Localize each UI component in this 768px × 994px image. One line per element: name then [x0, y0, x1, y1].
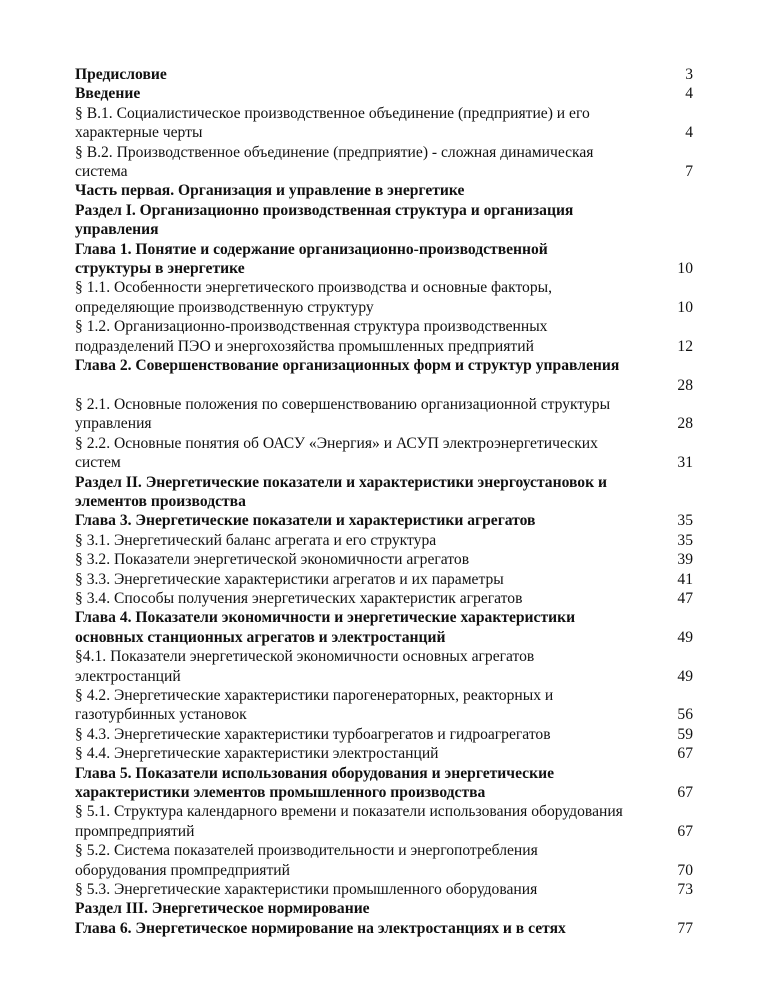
toc-entry-page-number: 56 [677, 706, 693, 724]
toc-entry [75, 84, 715, 103]
toc-entry [75, 686, 715, 725]
toc-entry [75, 278, 715, 317]
table-of-contents [75, 65, 715, 938]
toc-entry-page-number: 41 [677, 570, 693, 588]
toc-entry-title: Глава 4. Показатели экономичности и энергетические характеристики основных станционных агрегатов и электростанций [75, 609, 576, 646]
toc-entry-title: Введение [75, 85, 141, 103]
toc-entry [75, 511, 715, 530]
toc-entry-page-number: 31 [677, 454, 693, 472]
toc-entry-title: § 3.1. Энергетический баланс агрегата и его структура [75, 531, 437, 549]
toc-entry-page-number: 70 [677, 861, 693, 879]
toc-entry-page-number: 10 [677, 260, 693, 278]
toc-entry-title: Предисловие [75, 66, 167, 83]
toc-entry-page-number: 67 [677, 745, 693, 763]
toc-entry-page-number: 39 [677, 551, 693, 569]
toc-entry [75, 570, 715, 589]
toc-entry [75, 240, 715, 279]
toc-entry [75, 531, 715, 550]
toc-entry-title: § 1.1. Особенности энергетического производства и основные факторы, определяющие производственную структуру [75, 279, 553, 316]
toc-entry [75, 899, 715, 918]
toc-entry [75, 802, 715, 841]
toc-entry-title: § 3.3. Энергетические характеристики агрегатов и их параметры [75, 570, 504, 588]
toc-entry-title: § 5.2. Система показателей производительности и энергопотребления оборудования промпредприятий [75, 842, 538, 879]
toc-entry [75, 725, 715, 744]
toc-entry-page-number: 47 [677, 589, 693, 607]
toc-entry [75, 143, 715, 182]
toc-entry-title: Глава 5. Показатели использования оборудования и энергетические характеристики элементов промышленного производства [75, 764, 554, 802]
toc-entry-title: Глава 1. Понятие и содержание организационно-производственной структуры в энергетике [75, 240, 548, 278]
toc-entry-title: § 5.1. Структура календарного времени и показатели использования оборудования промпредприятий [75, 803, 623, 840]
toc-entry-title: § 3.4. Способы получения энергетических характеристик агрегатов [75, 589, 523, 607]
toc-entry-title: Часть первая. Организация и управление в энергетике [75, 182, 465, 200]
toc-entry-page-number: 7 [685, 163, 693, 181]
toc-entry-title: Глава 2. Совершенствование организационных форм и структур управления [75, 357, 620, 375]
toc-entry-page-number: 4 [685, 85, 693, 103]
toc-entry-title: § В.1. Социалистическое производственное объединение (предприятие) и его характерные черты [75, 104, 590, 142]
toc-entry-page-number: 77 [677, 919, 693, 937]
toc-entry-title: § 4.2. Энергетические характеристики парогенераторных, реакторных и газотурбинных установок [75, 687, 554, 724]
toc-entry-title: Раздел I. Организационно производственная структура и организация управления [75, 201, 574, 239]
toc-entry-page-number: 67 [677, 822, 693, 840]
toc-entry [75, 395, 715, 434]
toc-entry-title: § 3.2. Показатели энергетической экономичности агрегатов [75, 551, 470, 569]
toc-entry-title: § В.2. Производственное объединение (предприятие) - сложная динамическая система [75, 143, 594, 181]
toc-entry-title: § 4.4. Энергетические характеристики электростанций [75, 745, 439, 763]
toc-entry [75, 434, 715, 473]
toc-entry [75, 550, 715, 569]
toc-entry-title: § 1.2. Организационно-производственная структура производственных подразделений ПЭО и энергохозяйства промышленных предприятий [75, 318, 548, 355]
toc-entry-title: § 5.3. Энергетические характеристики промышленного оборудования [75, 881, 538, 899]
toc-entry [75, 608, 715, 647]
toc-entry [75, 201, 715, 240]
toc-entry-page-number: 35 [677, 531, 693, 549]
toc-entry [75, 919, 715, 938]
toc-entry-title: Раздел III. Энергетическое нормирование [75, 900, 370, 918]
toc-entry-page-number: 12 [677, 337, 693, 355]
toc-entry-title: Раздел II. Энергетические показатели и характеристики энергоустановок и элементов производства [75, 473, 607, 510]
toc-entry-page-number: 49 [677, 628, 693, 646]
toc-entry [75, 764, 715, 803]
toc-entry [75, 356, 715, 395]
toc-entry-title: §4.1. Показатели энергетической экономичности основных агрегатов электростанций [75, 648, 535, 685]
toc-entry [75, 744, 715, 763]
toc-entry [75, 647, 715, 686]
toc-entry [75, 317, 715, 356]
toc-entry-title: § 4.3. Энергетические характеристики турбоагрегатов и гидроагрегатов [75, 725, 551, 743]
toc-entry-page-number: 49 [677, 667, 693, 685]
toc-entry-page-number: 73 [677, 881, 693, 899]
toc-entry-page-number: 59 [677, 725, 693, 743]
toc-entry-page-number: 10 [677, 298, 693, 316]
toc-entry [75, 65, 715, 84]
toc-entry-page-number: 3 [685, 66, 693, 83]
toc-entry-title: Глава 3. Энергетические показатели и характеристики агрегатов [75, 512, 536, 530]
toc-entry-page-number: 28 [677, 415, 693, 433]
toc-entry-page-number: 4 [685, 124, 693, 142]
toc-entry [75, 880, 715, 899]
toc-entry-title: § 2.2. Основные понятия об ОАСУ «Энергия» и АСУП электроэнергетических систем [75, 434, 598, 472]
toc-entry-page-number: 28 [677, 376, 693, 394]
toc-entry-title: Глава 6. Энергетическое нормирование на электростанциях и в сетях [75, 919, 566, 937]
toc-entry-title: § 2.1. Основные положения по совершенствованию организационной структуры управления [75, 395, 611, 433]
toc-entry [75, 181, 715, 200]
toc-entry [75, 589, 715, 608]
toc-entry-page-number: 35 [677, 512, 693, 530]
toc-entry [75, 473, 715, 512]
toc-entry [75, 104, 715, 143]
toc-entry [75, 841, 715, 880]
toc-entry-page-number: 67 [677, 784, 693, 802]
